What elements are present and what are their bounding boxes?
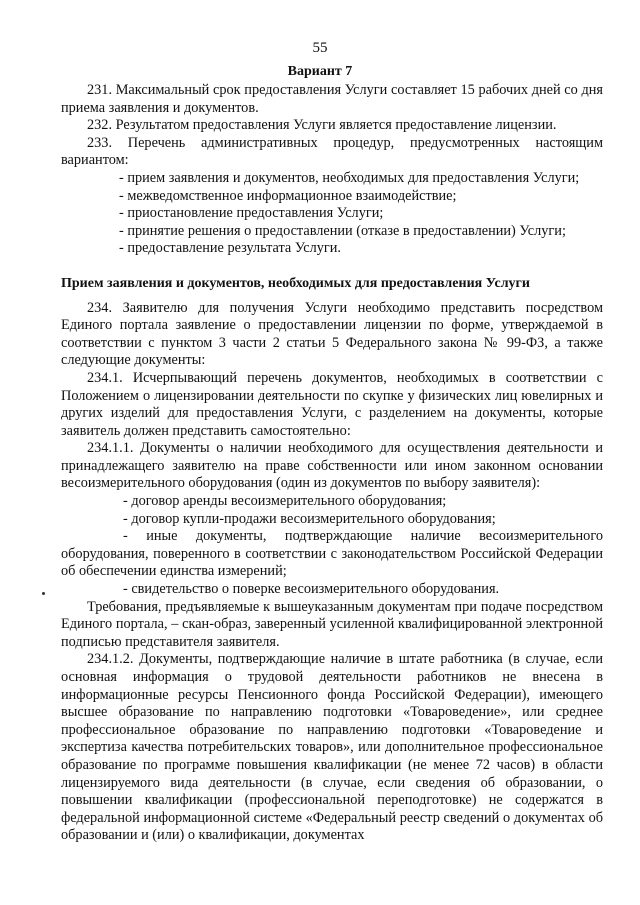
requirements-paragraph: Требования, предъявляемые к вышеуказанным документам при подаче посредством Единого портала, – скан-образ, заверенный усиленной квалифицированной электронной подписью представителя заявителя. — [61, 598, 603, 650]
variant-title: Вариант 7 — [287, 64, 353, 79]
procedure-item: - прием заявления и документов, необходимых для предоставления Услуги; — [119, 169, 580, 186]
document-item: - свидетельство о поверке весоизмерительного оборудования. — [123, 581, 500, 598]
procedure-item: - предоставление результата Услуги. — [119, 240, 341, 257]
paragraph-233: 233. Перечень административных процедур, предусмотренных настоящим вариантом: — [61, 134, 603, 169]
procedure-item: - принятие решения о предоставлении (отказе в предоставлении) Услуги; — [119, 222, 566, 239]
page-number: 55 — [312, 40, 328, 56]
document-item: - договор купли-продажи весоизмерительного оборудования; — [123, 510, 496, 527]
paragraph-231: 231. Максимальный срок предоставления Услуги составляет 15 рабочих дней со дня приема заявления и документов. — [61, 82, 603, 116]
procedure-item: - межведомственное информационное взаимодействие; — [119, 187, 457, 204]
paragraph-232: 232. Результатом предоставления Услуги является предоставление лицензии. — [87, 117, 557, 134]
document-item: - договор аренды весоизмерительного оборудования; — [123, 493, 447, 510]
section-title: Прием заявления и документов, необходимых для предоставления Услуги — [61, 275, 530, 291]
paragraph-234-1-1: 234.1.1. Документы о наличии необходимого для осуществления деятельности и принадлежащего заявителю на праве собственности или ином законном основании весоизмерительного оборудования (один из документов по выбору заявителя): — [61, 440, 603, 492]
paragraph-234: 234. Заявителю для получения Услуги необходимо представить посредством Единого портала заявление о предоставлении лицензии по форме, утверждаемой в соответствии с пунктом 3 части 2 статьи 5 Федерального закона № 99-ФЗ, а также следующие документы: — [61, 299, 603, 369]
document-body — [61, 82, 603, 845]
scan-speck — [42, 592, 45, 595]
procedure-item: - приостановление предоставления Услуги; — [119, 205, 384, 222]
paragraph-234-1: 234.1. Исчерпывающий перечень документов, необходимых в соответствии с Положением о лицензировании деятельности по скупке у физических лиц ювелирных и других изделий для предоставления Услуги, с разделением на документы, которые заявитель должен представить самостоятельно: — [61, 369, 603, 439]
document-item: - иные документы, подтверждающие наличие весоизмерительного оборудования, поверенного в соответствии с законодательством Российской Федерации об обеспечении единства измерений; — [61, 528, 603, 580]
paragraph-234-1-2: 234.1.2. Документы, подтверждающие наличие в штате работника (в случае, если основная информация о трудовой деятельности работников не внесена в информационные ресурсы Пенсионного фонда Российской Федерации), имеющего высшее образование по направлению подготовки «Товароведение», или среднее профессиональное образование по направлению подготовки «Товароведение и экспертиза качества потребительских товаров», или дополнительное профессиональное образование по программе повышения квалификации (не менее 72 часов) в области лицензируемого вида деятельности (в случае, если сведения об образовании, о повышении квалификации (профессиональной переподготовке) не содержатся в федеральной информационной системе «Федеральный реестр сведений о документах об образовании и (или) о квалификации, документах — [61, 651, 603, 844]
